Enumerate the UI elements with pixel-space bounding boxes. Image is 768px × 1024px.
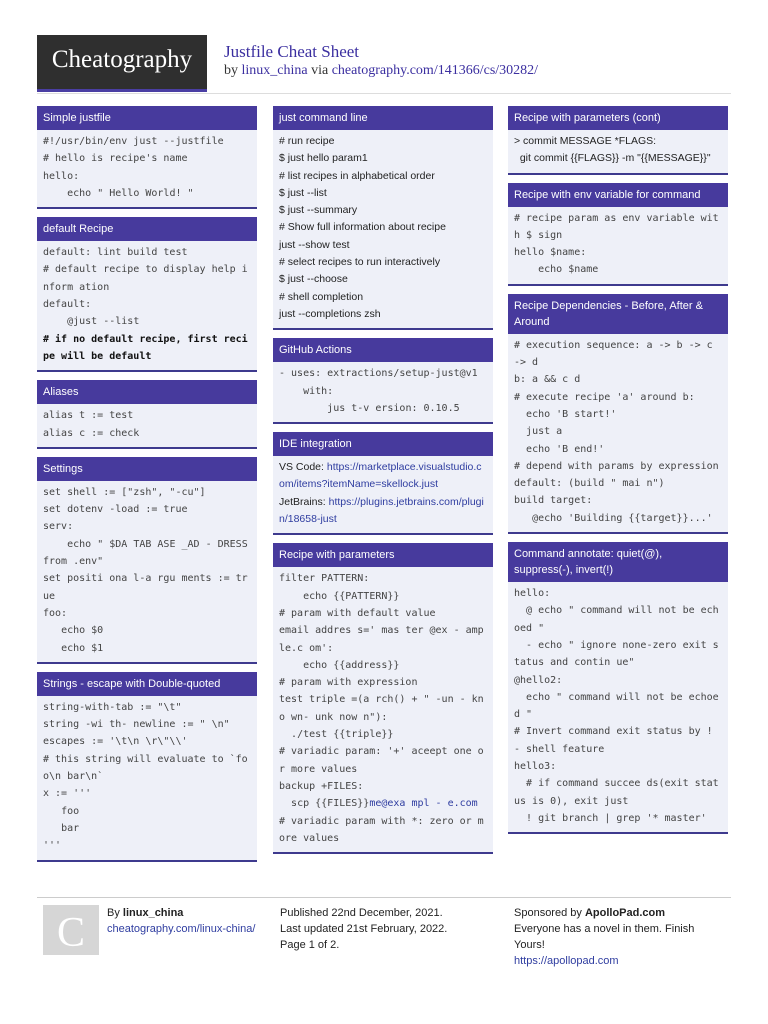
line-text: build target: xyxy=(514,495,593,507)
author-link[interactable]: linux_china xyxy=(241,63,308,78)
section-body xyxy=(273,456,493,533)
line-text: jus t-v ersion: 0.10.5 xyxy=(279,402,460,414)
code-line xyxy=(43,244,251,261)
section-title: default Recipe xyxy=(37,217,257,241)
code-line xyxy=(43,699,251,716)
section-title: Recipe with parameters (cont) xyxy=(508,106,728,130)
line-text: # run recipe xyxy=(279,135,335,147)
code-line xyxy=(279,813,487,848)
code-line xyxy=(514,723,722,758)
line-text: $ just --choose xyxy=(279,273,348,286)
section-title: Recipe with parameters xyxy=(273,543,493,567)
line-text: $ just --list xyxy=(279,186,327,199)
code-line xyxy=(514,441,722,458)
section-box xyxy=(37,217,257,372)
code-line xyxy=(514,510,722,527)
code-line xyxy=(43,751,251,786)
section-title: GitHub Actions xyxy=(273,338,493,362)
code-line xyxy=(43,425,251,442)
line-text: # depend with params by expression xyxy=(514,460,719,472)
code-line xyxy=(279,237,487,254)
code-line xyxy=(43,185,251,202)
section-box xyxy=(37,380,257,449)
line-text: # shell completion xyxy=(279,290,364,303)
line-text: string -wi th- newline := " \n" xyxy=(43,719,230,731)
code-line xyxy=(43,133,251,150)
line-text: # recipe param as env variable with $ sign xyxy=(514,212,719,241)
line-text: just --completions zsh xyxy=(279,307,381,320)
byline xyxy=(224,63,538,79)
line-text: just --show test xyxy=(279,238,350,251)
line-text: # execution sequence: a -> b -> c -> d xyxy=(514,339,719,369)
code-line xyxy=(514,672,722,689)
code-line xyxy=(514,371,722,388)
column-1 xyxy=(37,106,257,870)
line-text: $ just --summary xyxy=(279,204,358,217)
section-title: Recipe Dependencies - Before, After & Around xyxy=(508,294,728,334)
code-line xyxy=(514,133,722,150)
footer-by: By xyxy=(107,907,120,919)
page-number: Page 1 of 2. xyxy=(280,939,340,951)
section-box xyxy=(273,543,493,854)
code-line xyxy=(279,622,490,657)
line-text: # hello is recipe's name xyxy=(43,153,188,165)
section-box xyxy=(508,106,728,175)
line-text: #!/usr/bin/env just --justfile xyxy=(43,136,224,147)
code-line xyxy=(514,475,722,492)
line-text: # default recipe to display help inform ation xyxy=(43,264,248,293)
code-line xyxy=(43,733,251,750)
code-line xyxy=(279,674,487,691)
line-text: echo $name xyxy=(514,264,599,276)
section-title: Aliases xyxy=(37,380,257,404)
code-line xyxy=(43,501,251,518)
line-text: default: (build " mai n") xyxy=(514,478,665,490)
line-text: $ just hello param1 xyxy=(279,152,368,165)
line-text: hello: xyxy=(514,588,551,600)
line-text: backup +FILES: xyxy=(279,780,364,792)
line-text: echo " $DA TAB ASE _AD - DRESS from .env" xyxy=(43,538,254,568)
column-2 xyxy=(273,106,493,862)
section-box xyxy=(37,457,257,664)
code-line xyxy=(514,492,722,509)
line-text: # if command succee ds(exit status is 0), exit just xyxy=(514,778,719,807)
line-text: echo $0 xyxy=(43,625,104,637)
code-line xyxy=(43,640,251,657)
line-text: @ echo " command will not be echoed " xyxy=(514,605,719,634)
sponsored-by: Sponsored by xyxy=(514,907,582,919)
byline-via: via xyxy=(311,63,329,78)
source-link[interactable]: cheatography.com/141366/cs/30282/ xyxy=(331,63,539,78)
line-text: JetBrains: xyxy=(279,495,329,508)
code-line xyxy=(279,202,487,219)
line-text: hello $name: xyxy=(514,247,587,259)
cheatography-logo[interactable] xyxy=(37,35,207,92)
code-line xyxy=(43,716,251,733)
section-body xyxy=(508,130,728,173)
line-text: bar xyxy=(43,822,80,834)
line-text: foo: xyxy=(43,607,68,619)
line-text: echo {{address}} xyxy=(279,659,400,671)
line-text: echo " Hello World! " xyxy=(43,187,194,199)
code-line xyxy=(43,331,251,366)
code-line xyxy=(514,810,722,827)
code-line xyxy=(43,785,251,802)
code-line xyxy=(279,365,487,382)
line-text: scp {{FILES}} xyxy=(279,798,370,810)
code-line xyxy=(43,407,251,424)
section-box xyxy=(273,432,493,535)
code-line xyxy=(514,150,722,167)
line-text: x := ''' xyxy=(43,788,92,800)
code-line xyxy=(279,657,487,674)
line-link[interactable]: https://plugins.jetbrains.com/plugin/18658-just xyxy=(279,495,484,526)
line-text: ! git branch | grep '* master' xyxy=(514,812,707,824)
line-text: ./test {{triple}} xyxy=(279,729,394,741)
code-line xyxy=(514,602,722,637)
code-line xyxy=(279,271,487,288)
line-text: escapes := '\t\n \r\"\\' xyxy=(43,736,188,748)
line-text: email addres s=' mas ter @ex - amp le.c om': xyxy=(279,625,490,654)
line-text: @hello2: xyxy=(514,674,563,686)
code-line xyxy=(514,758,722,775)
line-text: # variadic param with *: zero or more values xyxy=(279,815,484,844)
code-line xyxy=(43,484,251,501)
section-body xyxy=(273,567,493,852)
line-text: echo {{PATTERN}} xyxy=(279,590,400,602)
code-line xyxy=(514,210,722,245)
published-date: Published 22nd December, 2021. xyxy=(280,907,443,919)
line-text: hello3: xyxy=(514,761,557,773)
code-line xyxy=(514,423,722,440)
logo-text: Cheatography xyxy=(51,46,193,73)
section-title: Recipe with env variable for command xyxy=(508,183,728,207)
section-body xyxy=(273,362,493,422)
line-text: # if no default recipe, first recipe will be default xyxy=(43,333,248,362)
code-line xyxy=(279,778,487,795)
section-title: Strings - escape with Double-quoted xyxy=(37,672,257,696)
code-line xyxy=(43,622,251,639)
section-title: Command annotate: quiet(@), suppress(-), invert(!) xyxy=(508,542,728,582)
line-text: echo $1 xyxy=(43,642,104,654)
code-line xyxy=(279,588,487,605)
code-line xyxy=(514,337,722,372)
line-text: foo xyxy=(43,805,80,817)
line-text: # list recipes in alphabetical order xyxy=(279,169,435,182)
code-line xyxy=(43,261,251,296)
line-text: serv: xyxy=(43,521,74,533)
code-line xyxy=(279,400,487,417)
line-link[interactable]: me@exa mpl - e.com xyxy=(369,798,478,810)
code-line xyxy=(43,313,251,330)
line-text: # variadic param: '+' aceept one or more values xyxy=(279,746,484,775)
code-line xyxy=(514,406,722,423)
line-text: git commit {{FLAGS}} -m "{{MESSAGE}}" xyxy=(514,152,711,165)
updated-date: Last updated 21st February, 2022. xyxy=(280,923,448,935)
section-box xyxy=(273,106,493,330)
byline-by: by xyxy=(224,63,238,78)
section-box xyxy=(508,183,728,286)
line-text: # Show full information about recipe xyxy=(279,221,446,234)
line-text: ''' xyxy=(43,840,62,852)
section-body xyxy=(37,481,257,662)
line-text: test triple =(a rch() + " -un - kno wn- unk now n"): xyxy=(279,694,484,723)
line-text: default: xyxy=(43,299,92,311)
section-body xyxy=(37,130,257,207)
line-text: set shell := ["zsh", "-cu"] xyxy=(43,486,206,498)
code-line xyxy=(514,689,722,724)
line-text: b: a && c d xyxy=(514,374,581,386)
avatar xyxy=(43,905,99,955)
code-line xyxy=(514,585,722,602)
code-line xyxy=(279,133,487,150)
line-text: alias t := test xyxy=(43,410,134,422)
code-line xyxy=(279,383,487,400)
code-line xyxy=(279,254,487,271)
sponsor-link[interactable]: https://apollopad.com xyxy=(514,955,619,967)
line-text: filter PATTERN: xyxy=(279,573,370,585)
sponsor-name[interactable]: ApolloPad.com xyxy=(584,907,666,919)
line-text: echo 'B end!' xyxy=(514,443,605,455)
line-text: # param with expression xyxy=(279,677,418,689)
footer-author xyxy=(107,905,255,937)
footer-author-link[interactable]: cheatography.com/linux-china/ xyxy=(107,923,256,935)
code-line xyxy=(43,605,251,622)
line-text: just a xyxy=(514,426,563,438)
line-text: echo " command will not be echoed " xyxy=(514,691,719,721)
line-text: @just --list xyxy=(43,316,140,328)
code-line xyxy=(279,150,487,167)
section-body xyxy=(508,582,728,832)
code-line xyxy=(279,219,487,236)
section-title: Settings xyxy=(37,457,257,481)
section-box xyxy=(37,106,257,209)
code-line xyxy=(43,837,251,854)
line-text: set dotenv -load := true xyxy=(43,504,188,516)
code-line xyxy=(279,570,487,587)
code-line xyxy=(43,820,251,837)
section-title: just command line xyxy=(273,106,493,130)
line-text: default: lint build test xyxy=(43,247,188,259)
section-body xyxy=(37,404,257,447)
code-line xyxy=(514,637,722,672)
footer-sponsor xyxy=(514,905,714,969)
code-line xyxy=(514,389,722,406)
code-line xyxy=(43,570,251,605)
code-line xyxy=(43,296,251,313)
section-body xyxy=(37,241,257,370)
line-text: # select recipes to run interactively xyxy=(279,256,441,269)
code-line xyxy=(43,168,251,185)
code-line xyxy=(43,518,251,535)
header-divider xyxy=(37,93,731,94)
code-line xyxy=(514,261,722,278)
code-line xyxy=(279,726,487,743)
code-line xyxy=(279,605,487,622)
code-line xyxy=(514,458,722,475)
footer-dates xyxy=(280,905,447,953)
section-title: IDE integration xyxy=(273,432,493,456)
section-box xyxy=(37,672,257,862)
line-text: # this string will evaluate to `foo\n bar\n` xyxy=(43,753,248,783)
section-body xyxy=(37,696,257,860)
line-text: echo 'B start!' xyxy=(514,408,617,420)
line-text: @echo 'Building {{target}}...' xyxy=(514,512,713,524)
code-line xyxy=(279,691,487,726)
code-line xyxy=(279,459,487,494)
section-body xyxy=(273,130,493,328)
line-text: # param with default value xyxy=(279,607,436,619)
code-line xyxy=(43,150,251,167)
section-body xyxy=(508,334,728,532)
code-line xyxy=(514,244,722,261)
line-text: > commit MESSAGE *FLAGS: xyxy=(514,135,657,147)
line-text: string-with-tab := "\t" xyxy=(43,701,182,713)
code-line xyxy=(279,168,487,185)
line-link[interactable]: https://marketplace.visualstudio.com/items?itemName=skellock.just xyxy=(279,461,482,491)
section-box xyxy=(508,294,728,534)
code-line xyxy=(279,743,487,778)
line-text: # execute recipe 'a' around b: xyxy=(514,391,695,403)
section-box xyxy=(273,338,493,424)
section-title: Simple justfile xyxy=(37,106,257,130)
footer-author-name[interactable]: linux_china xyxy=(122,907,184,919)
code-line xyxy=(279,306,487,323)
code-line xyxy=(43,803,251,820)
page-title: Justfile Cheat Sheet xyxy=(224,42,360,61)
footer-divider xyxy=(37,897,731,898)
code-line xyxy=(43,536,254,571)
section-box xyxy=(508,542,728,834)
line-text: alias c := check xyxy=(43,427,140,439)
line-text: VS Code: xyxy=(279,461,327,474)
line-text: # Invert command exit status by ! - shell feature xyxy=(514,726,719,755)
line-text: set positi ona l-a rgu ments := true xyxy=(43,573,248,602)
avatar-letter: C xyxy=(56,910,85,956)
code-line xyxy=(279,795,487,812)
sponsor-tagline: Everyone has a novel in them. Finish Yours! xyxy=(514,923,695,951)
code-line xyxy=(279,289,487,306)
column-3 xyxy=(508,106,728,842)
line-text: hello: xyxy=(43,170,80,182)
line-text: with: xyxy=(279,385,334,397)
section-body xyxy=(508,207,728,284)
code-line xyxy=(279,185,487,202)
line-text: - echo " ignore none-zero exit status and contin ue" xyxy=(514,639,719,669)
code-line xyxy=(279,494,487,529)
line-text: - uses: extractions/setup-just@v1 xyxy=(279,368,478,380)
code-line xyxy=(514,775,722,810)
